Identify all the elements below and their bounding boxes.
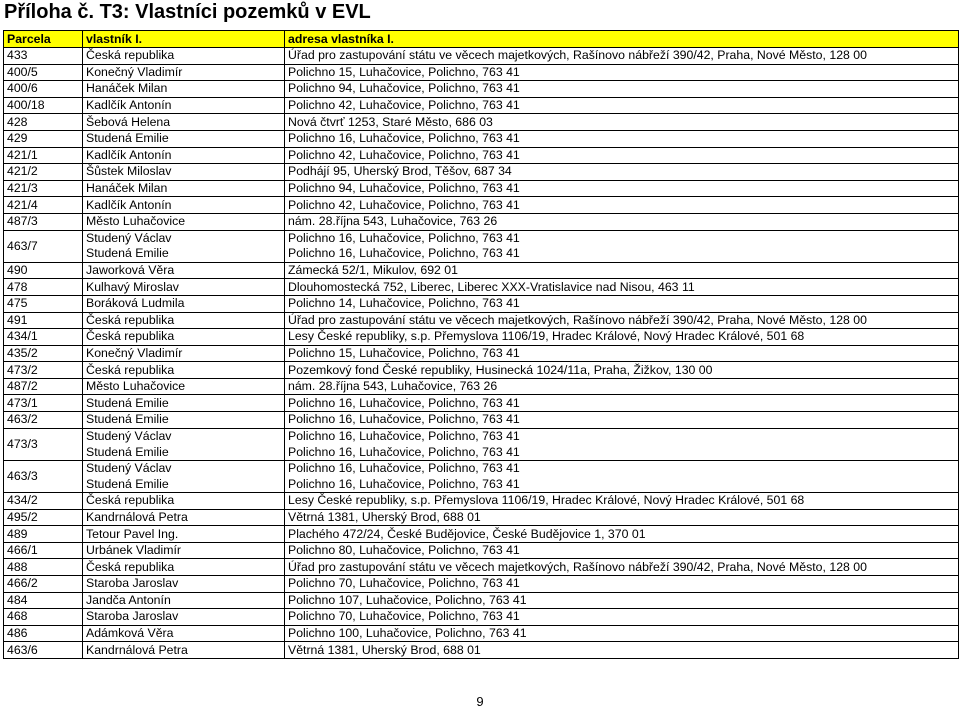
table-row — [4, 64, 959, 81]
table-row — [4, 460, 959, 476]
parcel-number: 490 — [4, 262, 83, 279]
owner-name: Město Luhačovice — [83, 213, 285, 230]
table-row — [4, 576, 959, 593]
owner-name: Kadlčík Antonín — [83, 97, 285, 114]
owner-address: Větrná 1381, Uherský Brod, 688 01 — [285, 509, 959, 526]
owner-address: Větrná 1381, Uherský Brod, 688 01 — [285, 642, 959, 659]
table-row — [4, 180, 959, 197]
owner-name: Česká republika — [83, 48, 285, 65]
table-row — [4, 476, 959, 492]
table-row — [4, 559, 959, 576]
parcel-number: 463/2 — [4, 412, 83, 429]
owner-name: Šůstek Miloslav — [83, 164, 285, 181]
table-row — [4, 362, 959, 379]
owner-address: Podhájí 95, Uherský Brod, Těšov, 687 34 — [285, 164, 959, 181]
parcel-number: 421/4 — [4, 197, 83, 214]
owner-name: Boráková Ludmila — [83, 295, 285, 312]
owner-name: Kandrnálová Petra — [83, 509, 285, 526]
owner-name: Urbánek Vladimír — [83, 542, 285, 559]
owner-name: Studený Václav — [83, 460, 285, 476]
owner-address: Polichno 80, Luhačovice, Polichno, 763 41 — [285, 542, 959, 559]
parcel-number: 486 — [4, 625, 83, 642]
table-row — [4, 378, 959, 395]
owner-address: Polichno 42, Luhačovice, Polichno, 763 41 — [285, 147, 959, 164]
owner-address: Polichno 16, Luhačovice, Polichno, 763 41 — [285, 476, 959, 492]
parcel-number: 463/7 — [4, 230, 83, 262]
parcel-number: 434/1 — [4, 329, 83, 346]
table-row — [4, 493, 959, 510]
owner-address: Polichno 14, Luhačovice, Polichno, 763 41 — [285, 295, 959, 312]
owner-name: Studená Emilie — [83, 444, 285, 460]
owner-address: Polichno 16, Luhačovice, Polichno, 763 41 — [285, 130, 959, 147]
table-row — [4, 230, 959, 246]
parcel-number: 487/2 — [4, 378, 83, 395]
owner-address: Polichno 16, Luhačovice, Polichno, 763 41 — [285, 395, 959, 412]
owner-address: Dlouhomostecká 752, Liberec, Liberec XXX-Vratislavice nad Nisou, 463 11 — [285, 279, 959, 296]
owner-name: Kulhavý Miroslav — [83, 279, 285, 296]
table-row — [4, 81, 959, 98]
parcel-number: 484 — [4, 592, 83, 609]
table-row — [4, 345, 959, 362]
parcel-number: 478 — [4, 279, 83, 296]
table-row — [4, 428, 959, 444]
parcel-number: 468 — [4, 609, 83, 626]
parcel-number: 466/2 — [4, 576, 83, 593]
table-body — [4, 48, 959, 659]
owner-name: Šebová Helena — [83, 114, 285, 131]
table-row — [4, 48, 959, 65]
owner-name: Staroba Jaroslav — [83, 576, 285, 593]
parcel-number: 463/3 — [4, 460, 83, 492]
owner-address: Polichno 15, Luhačovice, Polichno, 763 41 — [285, 345, 959, 362]
owner-name: Jaworková Věra — [83, 262, 285, 279]
parcel-number: 488 — [4, 559, 83, 576]
owner-address: Nová čtvrť 1253, Staré Město, 686 03 — [285, 114, 959, 131]
table-row — [4, 312, 959, 329]
owner-address: Zámecká 52/1, Mikulov, 692 01 — [285, 262, 959, 279]
owner-name: Studená Emilie — [83, 395, 285, 412]
parcel-number: 421/1 — [4, 147, 83, 164]
owner-address: Pozemkový fond České republiky, Husinecká 1024/11a, Praha, Žižkov, 130 00 — [285, 362, 959, 379]
owner-name: Česká republika — [83, 493, 285, 510]
owner-address: Polichno 70, Luhačovice, Polichno, 763 41 — [285, 576, 959, 593]
parcel-number: 489 — [4, 526, 83, 543]
table-row — [4, 97, 959, 114]
table-row — [4, 295, 959, 312]
table-row — [4, 592, 959, 609]
owner-name: Česká republika — [83, 559, 285, 576]
page-title: Příloha č. T3: Vlastníci pozemků v EVL — [4, 1, 371, 23]
owner-name: Kadlčík Antonín — [83, 147, 285, 164]
table-row — [4, 329, 959, 346]
owner-name: Město Luhačovice — [83, 378, 285, 395]
parcel-number: 463/6 — [4, 642, 83, 659]
owner-name: Jandča Antonín — [83, 592, 285, 609]
table-row — [4, 279, 959, 296]
owner-address: Úřad pro zastupování státu ve věcech majetkových, Rašínovo nábřeží 390/42, Praha, Nové Město, 128 00 — [285, 559, 959, 576]
parcel-number: 421/3 — [4, 180, 83, 197]
parcel-number: 473/3 — [4, 428, 83, 460]
table-row — [4, 164, 959, 181]
owner-address: Lesy České republiky, s.p. Přemyslova 1106/19, Hradec Králové, Nový Hradec Králové, 501 68 — [285, 493, 959, 510]
parcel-number: 475 — [4, 295, 83, 312]
owner-address: Polichno 16, Luhačovice, Polichno, 763 41 — [285, 412, 959, 429]
table-row — [4, 130, 959, 147]
table-row — [4, 246, 959, 262]
page-number: 9 — [476, 694, 484, 709]
owner-address: nám. 28.října 543, Luhačovice, 763 26 — [285, 213, 959, 230]
owner-name: Studená Emilie — [83, 412, 285, 429]
parcel-number: 429 — [4, 130, 83, 147]
parcel-number: 400/6 — [4, 81, 83, 98]
table-row — [4, 444, 959, 460]
owner-address: nám. 28.října 543, Luhačovice, 763 26 — [285, 378, 959, 395]
table-row — [4, 625, 959, 642]
parcel-number: 433 — [4, 48, 83, 65]
table-row — [4, 412, 959, 429]
parcel-number: 466/1 — [4, 542, 83, 559]
owner-name: Hanáček Milan — [83, 81, 285, 98]
owner-name: Adámková Věra — [83, 625, 285, 642]
owner-name: Česká republika — [83, 362, 285, 379]
table-header-row — [4, 31, 959, 48]
owner-address: Úřad pro zastupování státu ve věcech majetkových, Rašínovo nábřeží 390/42, Praha, Nové Město, 128 00 — [285, 312, 959, 329]
table-row — [4, 526, 959, 543]
parcel-number: 434/2 — [4, 493, 83, 510]
table-row — [4, 114, 959, 131]
owner-name: Konečný Vladimír — [83, 345, 285, 362]
owner-address: Polichno 42, Luhačovice, Polichno, 763 41 — [285, 97, 959, 114]
column-header-owner: vlastník I. — [83, 31, 285, 48]
parcel-number: 428 — [4, 114, 83, 131]
table-row — [4, 197, 959, 214]
parcel-number: 491 — [4, 312, 83, 329]
owner-address: Polichno 15, Luhačovice, Polichno, 763 41 — [285, 64, 959, 81]
owner-address: Polichno 107, Luhačovice, Polichno, 763 41 — [285, 592, 959, 609]
parcel-number: 487/3 — [4, 213, 83, 230]
owner-name: Kadlčík Antonín — [83, 197, 285, 214]
table-row — [4, 147, 959, 164]
owners-table — [3, 30, 959, 659]
table-row — [4, 642, 959, 659]
owner-address: Lesy České republiky, s.p. Přemyslova 1106/19, Hradec Králové, Nový Hradec Králové, 501 68 — [285, 329, 959, 346]
owner-address: Plachého 472/24, České Budějovice, České Budějovice 1, 370 01 — [285, 526, 959, 543]
parcel-number: 473/1 — [4, 395, 83, 412]
owner-name: Konečný Vladimír — [83, 64, 285, 81]
owner-name: Česká republika — [83, 329, 285, 346]
parcel-number: 473/2 — [4, 362, 83, 379]
parcel-number: 421/2 — [4, 164, 83, 181]
table-row — [4, 542, 959, 559]
owner-address: Polichno 16, Luhačovice, Polichno, 763 41 — [285, 444, 959, 460]
column-header-address: adresa vlastníka I. — [285, 31, 959, 48]
owner-address: Polichno 16, Luhačovice, Polichno, 763 41 — [285, 460, 959, 476]
owner-address: Polichno 94, Luhačovice, Polichno, 763 41 — [285, 81, 959, 98]
table-row — [4, 395, 959, 412]
parcel-number: 400/5 — [4, 64, 83, 81]
owner-address: Polichno 42, Luhačovice, Polichno, 763 41 — [285, 197, 959, 214]
parcel-number: 400/18 — [4, 97, 83, 114]
table-row — [4, 509, 959, 526]
owner-name: Studený Václav — [83, 428, 285, 444]
owner-name: Studená Emilie — [83, 476, 285, 492]
owner-name: Studená Emilie — [83, 130, 285, 147]
table-row — [4, 213, 959, 230]
table-row — [4, 262, 959, 279]
owner-address: Úřad pro zastupování státu ve věcech majetkových, Rašínovo nábřeží 390/42, Praha, Nové Město, 128 00 — [285, 48, 959, 65]
owner-address: Polichno 70, Luhačovice, Polichno, 763 41 — [285, 609, 959, 626]
owner-name: Studený Václav — [83, 230, 285, 246]
owner-address: Polichno 16, Luhačovice, Polichno, 763 41 — [285, 230, 959, 246]
owner-name: Staroba Jaroslav — [83, 609, 285, 626]
owner-address: Polichno 16, Luhačovice, Polichno, 763 41 — [285, 246, 959, 262]
owner-name: Tetour Pavel Ing. — [83, 526, 285, 543]
owner-address: Polichno 100, Luhačovice, Polichno, 763 41 — [285, 625, 959, 642]
owner-name: Hanáček Milan — [83, 180, 285, 197]
owner-address: Polichno 94, Luhačovice, Polichno, 763 41 — [285, 180, 959, 197]
owner-address: Polichno 16, Luhačovice, Polichno, 763 41 — [285, 428, 959, 444]
owner-name: Kandrnálová Petra — [83, 642, 285, 659]
owner-name: Studená Emilie — [83, 246, 285, 262]
table-row — [4, 609, 959, 626]
column-header-parcela: Parcela — [4, 31, 83, 48]
parcel-number: 495/2 — [4, 509, 83, 526]
parcel-number: 435/2 — [4, 345, 83, 362]
owner-name: Česká republika — [83, 312, 285, 329]
